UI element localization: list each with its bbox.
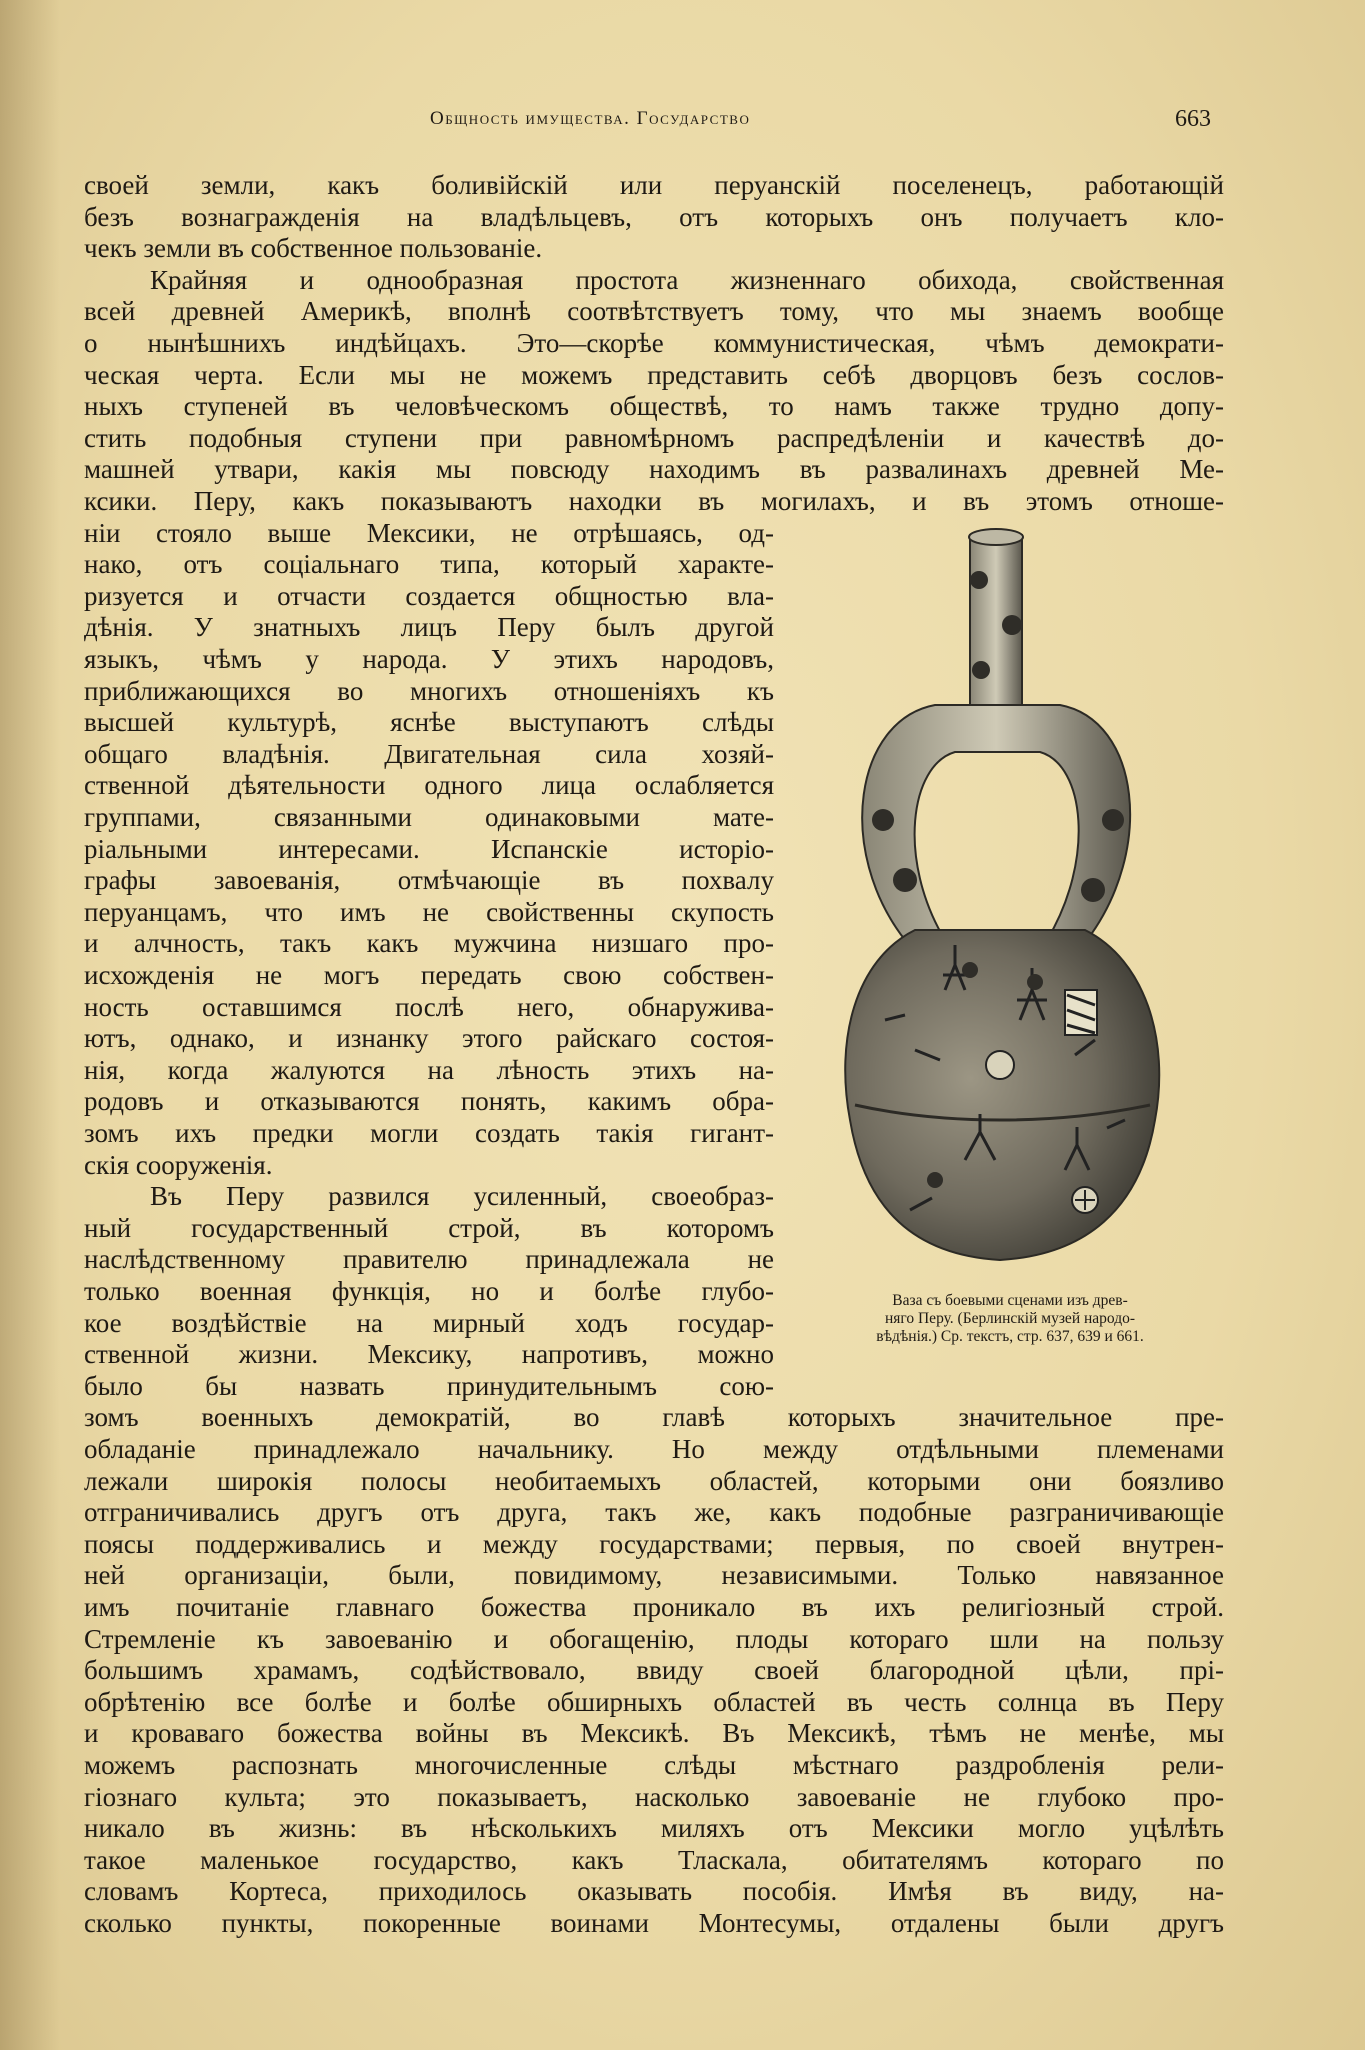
text-line: ней организаціи, были, повидимому, независимыми. Только навязанное bbox=[84, 1560, 1224, 1591]
figure-caption bbox=[790, 1292, 1230, 1346]
text-line: кое воздѣйствіе на мирный ходъ государ- bbox=[84, 1307, 774, 1338]
text-line: своей земли, какъ боливійскій или перуанскій поселенецъ, работающій bbox=[84, 170, 1224, 200]
text-line: всей древней Америкѣ, вполнѣ соотвѣтствуетъ тому, что мы знаемъ вообще bbox=[84, 296, 1224, 327]
caption-line: вѣдѣнія.) Ср. текстъ, стр. 637, 639 и 661. bbox=[876, 1328, 1144, 1345]
text-line: зомъ военныхъ демократій, во главѣ которыхъ значительное пре- bbox=[84, 1402, 1224, 1433]
text-line: поясы поддерживались и между государствами; первыя, по своей внутрен- bbox=[84, 1528, 1224, 1559]
text-line: и алчность, такъ какъ мужчина низшаго про- bbox=[84, 928, 774, 959]
text-line: стить подобныя ступени при равномѣрномъ распредѣленіи и качествѣ до- bbox=[84, 422, 1224, 453]
text-line: исхожденія не могъ передать свою собствен- bbox=[84, 960, 774, 990]
text-line: сколько пункты, покоренные воинами Монтесумы, отдалены были другъ bbox=[84, 1908, 1224, 1938]
text-line: ственной жизни. Мексику, напротивъ, можно bbox=[84, 1339, 774, 1370]
text-line: такое маленькое государство, какъ Тласкала, обитателямъ котораго по bbox=[84, 1844, 1224, 1875]
text-line: ственной дѣятельности одного лица ослабляется bbox=[84, 770, 774, 801]
text-line: отграничивались другъ отъ друга, такъ же, какъ подобные разграничивающіе bbox=[84, 1497, 1224, 1528]
text-line: скія сооруженія. bbox=[84, 1149, 273, 1180]
text-line: ныхъ ступеней въ человѣческомъ обществѣ, то намъ также трудно допу- bbox=[84, 391, 1224, 422]
text-line: родовъ и отказываются понять, какимъ обра- bbox=[84, 1086, 774, 1117]
text-line: группами, связанными одинаковыми мате- bbox=[84, 802, 774, 832]
text-line: и кроваваго божества войны въ Мексикѣ. Въ Мексикѣ, тѣмъ не менѣе, мы bbox=[84, 1718, 1224, 1749]
text-line: имъ почитаніе главнаго божества проникало въ ихъ религіозный строй. bbox=[84, 1592, 1224, 1622]
text-line: Стремленіе къ завоеванію и обогащенію, плоды котораго шли на пользу bbox=[84, 1623, 1224, 1654]
text-line: ютъ, однако, и изнанку этого райскаго состоя- bbox=[84, 1023, 774, 1054]
text-line: можемъ распознать многочисленные слѣды мѣстнаго раздробленія рели- bbox=[84, 1750, 1224, 1780]
text-line: нія, когда жалуются на лѣность этихъ на- bbox=[84, 1054, 774, 1085]
text-line: ріальными интересами. Испанскіе исторіо- bbox=[84, 833, 774, 864]
text-line: зомъ ихъ предки могли создать такія гигант- bbox=[84, 1118, 774, 1148]
page-header bbox=[0, 108, 1365, 148]
text-line: ность оставшимся послѣ него, обнаружива- bbox=[84, 991, 774, 1022]
text-line: только военная функція, но и болѣе глубо- bbox=[84, 1276, 774, 1306]
page-edge-shadow bbox=[0, 0, 60, 2050]
text-line: безъ вознагражденія на владѣльцевъ, отъ которыхъ онъ получаетъ кло- bbox=[84, 201, 1224, 232]
text-line: перуанцамъ, что имъ не свойственны скупость bbox=[84, 896, 774, 927]
text-line: языкъ, чѣмъ у народа. У этихъ народовъ, bbox=[84, 644, 774, 674]
text-line: чекъ земли въ собственное пользованіе. bbox=[84, 233, 543, 264]
text-line: Крайняя и однообразная простота жизненнаго обихода, свойственная bbox=[150, 264, 1224, 295]
text-line: ный государственный строй, въ которомъ bbox=[84, 1212, 774, 1243]
text-line: гіознаго культа; это показываетъ, насколько завоеваніе не глубоко про- bbox=[84, 1781, 1224, 1812]
text-line: приближающихся во многихъ отношеніяхъ къ bbox=[84, 675, 774, 706]
text-line: общаго владѣнія. Двигательная сила хозяй- bbox=[84, 738, 774, 769]
text-line: ксики. Перу, какъ показываютъ находки въ могилахъ, и въ этомъ отноше- bbox=[84, 486, 1224, 516]
text-line: никало въ жизнь: въ нѣсколькихъ миляхъ отъ Мексики могло уцѣлѣть bbox=[84, 1813, 1224, 1844]
text-line: Въ Перу развился усиленный, своеобраз- bbox=[150, 1181, 774, 1212]
page-number: 663 bbox=[1175, 106, 1211, 132]
running-head: Общность имущества. Государство bbox=[430, 108, 751, 129]
text-line: графы завоеванія, отмѣчающіе въ похвалу bbox=[84, 865, 774, 896]
text-line: лежали широкія полосы необитаемыхъ областей, которыми они боязливо bbox=[84, 1465, 1224, 1496]
caption-line: Ваза съ боевыми сценами изъ древ- bbox=[892, 1292, 1128, 1309]
text-line: словамъ Кортеса, приходилось оказывать пособія. Имѣя въ виду, на- bbox=[84, 1876, 1224, 1907]
text-line: машней утвари, какія мы повсюду находимъ въ развалинахъ древней Ме- bbox=[84, 454, 1224, 485]
text-line: обладаніе принадлежало начальнику. Но между отдѣльными племенами bbox=[84, 1434, 1224, 1464]
peruvian-vase-illustration bbox=[795, 520, 1235, 1290]
text-line: ніи стояло выше Мексики, не отрѣшаясь, од- bbox=[84, 517, 774, 548]
text-line: обрѣтенію все болѣе и болѣе обширныхъ областей въ честь солнца въ Перу bbox=[84, 1686, 1224, 1717]
text-line: о нынѣшнихъ индѣйцахъ. Это—скорѣе коммунистическая, чѣмъ демократи- bbox=[84, 328, 1224, 358]
text-line: дѣнія. У знатныхъ лицъ Перу былъ другой bbox=[84, 612, 774, 643]
text-line: ческая черта. Если мы не можемъ представить себѣ дворцовъ безъ сослов- bbox=[84, 359, 1224, 390]
text-line: было бы назвать принудительнымъ сою- bbox=[84, 1370, 774, 1401]
text-line: ризуется и отчасти создается общностью вла- bbox=[84, 580, 774, 611]
text-line: нако, отъ соціальнаго типа, который характе- bbox=[84, 549, 774, 580]
text-line: наслѣдственному правителю принадлежала не bbox=[84, 1244, 774, 1275]
text-line: высшей культурѣ, яснѣе выступаютъ слѣды bbox=[84, 707, 774, 738]
text-line: большимъ храмамъ, содѣйствовало, ввиду своей благородной цѣли, прі- bbox=[84, 1655, 1224, 1686]
caption-line: няго Перу. (Берлинскій музей народо- bbox=[884, 1310, 1136, 1327]
